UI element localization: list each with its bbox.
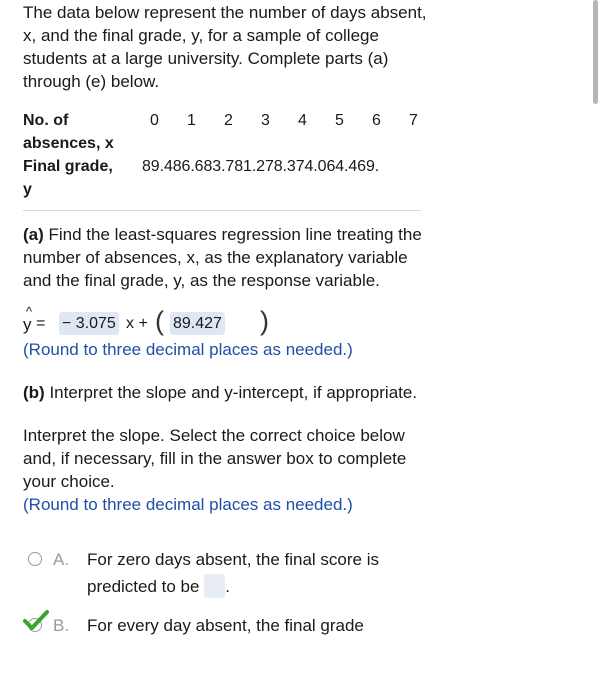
y-row-label-cont: y [23, 181, 32, 198]
x-value: 5 [335, 112, 344, 129]
slope-answer-box[interactable]: − 3.075 [59, 312, 119, 335]
part-a-question: (a) Find the least-squares regression line treating the number of absences, x, as the explanatory variable and the final grade, y, as the response variable. [23, 225, 422, 290]
round-note-a: (Round to three decimal places as needed.) [23, 340, 353, 359]
radio-button-a[interactable] [28, 552, 42, 566]
x-value: 4 [298, 112, 307, 129]
x-value: 6 [372, 112, 381, 129]
choice-letter: A. [53, 550, 70, 569]
checkmark-icon [23, 609, 49, 639]
divider [23, 210, 421, 211]
equals-sign: = [36, 315, 46, 332]
question-panel [23, 0, 433, 639]
choice-b-text: For every day absent, the final grade [87, 616, 364, 635]
right-paren: ) [260, 306, 269, 336]
part-b-instruction: Interpret the slope. Select the correct choice below and, if necessary, fill in the answer box to complete your choice. [23, 426, 407, 491]
part-b-question: (b) Interpret the slope and y-intercept, if appropriate. [23, 383, 418, 402]
scrollbar[interactable] [593, 0, 598, 104]
x-value: 2 [224, 112, 233, 129]
intercept-answer-box[interactable]: 89.427 [170, 312, 225, 335]
regression-equation [23, 306, 433, 336]
data-table [23, 109, 432, 201]
round-note-b: (Round to three decimal places as needed.) [23, 495, 353, 514]
y-hat: y [23, 315, 32, 334]
y-row-label: Final grade, [23, 158, 113, 175]
choice-b[interactable] [23, 612, 433, 639]
hat-symbol: ^ [26, 304, 33, 319]
y-values: 89.486.683.781.278.374.064.469. [142, 158, 380, 175]
table-row [23, 109, 432, 132]
choice-a[interactable] [23, 546, 433, 600]
x-plus-text: x + [126, 315, 148, 332]
choice-a-answer-box[interactable] [204, 574, 225, 598]
intro-text: The data below represent the number of days absent, x, and the final grade, y, for a sample of college students at a large university. Complete parts (a) through (e) below. [23, 3, 427, 91]
left-paren: ( [155, 306, 164, 336]
choice-a-text: For zero days absent, the final score is predicted to be . [87, 550, 379, 596]
x-value: 3 [261, 112, 270, 129]
x-row-label-cont: absences, x [23, 135, 114, 152]
table-row [23, 155, 432, 178]
table-row [23, 132, 432, 155]
x-row-label: No. of [23, 112, 69, 129]
table-row [23, 178, 432, 201]
choice-letter: B. [53, 616, 70, 635]
x-value: 1 [187, 112, 196, 129]
x-value: 7 [409, 112, 418, 129]
x-value: 0 [150, 112, 159, 129]
